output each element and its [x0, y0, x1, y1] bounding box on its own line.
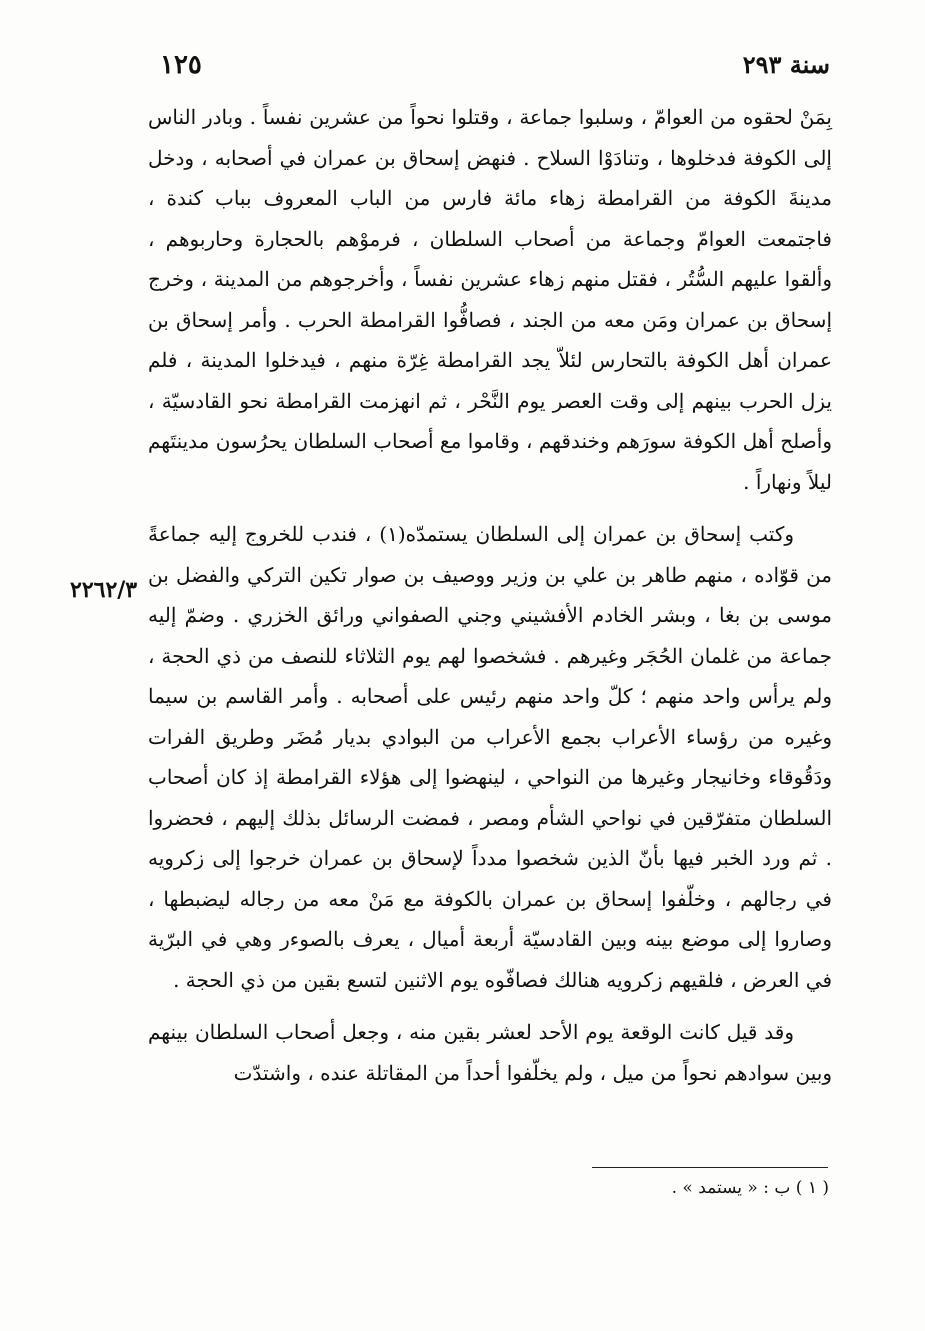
footnote-divider	[592, 1167, 828, 1168]
main-text	[148, 97, 832, 1093]
paragraph: وقد قيل كانت الوقعة يوم الأحد لعشر بقين منه ، وجعل أصحاب السلطان بينهم وبين سوادهم نحواً من ميل ، ولم يخلّفوا أحداً من المقاتلة عنده ، واشتدّت	[148, 1020, 832, 1085]
paragraph: بِمَنْ لحقوه من العوامّ ، وسلبوا جماعة ، وقتلوا نحواً من عشرين نفساً . وبادر الناس إلى الكوفة فدخلوها ، وتنادَوْا السلاح . فنهض إسحاق بن عمران في أصحابه ، ودخل مدينةَ الكوفة من القرامطة زهاء مائة فارس من الباب المعروف بباب كندة ، فاجتمعت العوامّ وجماعة من أصحاب السلطان ، فرموْهم بالحجارة وحاربوهم ، وألقوا عليهم السُّتُر ، فقتل منهم زهاء عشرين نفساً ، وأخرجوهم من المدينة ، وخرج إسحاق بن عمران ومَن معه من الجند ، فصافُّوا القرامطة الحرب . وأمر إسحاق بن عمران أهل الكوفة بالتحارس لئلاّ يجد القرامطة غِرّة منهم ، فيدخلوا المدينة ، فلم يزل الحرب بينهم إلى وقت العصر يوم النَّحْر ، ثم انهزمت القرامطة نحو القادسيّة ، وأصلح أهل الكوفة سورَهم وخندقهم ، وقاموا مع أصحاب السلطان يحرُسون مدينتَهم ليلاً ونهاراً .	[148, 105, 832, 494]
footnote: ( ١ ) ب : « يستمد » .	[671, 1178, 829, 1198]
paragraph: وكتب إسحاق بن عمران إلى السلطان يستمدّه(١) ، فندب للخروج إليه جماعةً من قوّاده ، منهم طاهر بن علي بن وزير ووصيف بن صوار تكين التركي والفضل بن موسى بن بغا ، وبشر الخادم الأفشيني وجني الصفواني ورائق الخزري . وضمّ إليه جماعة من غلمان الحُجَر وغيرهم . فشخصوا لهم يوم الثلاثاء للنصف من ذي الحجة ، ولم يرأس واحد منهم ؛ كلّ واحد منهم رئيس على أصحابه . وأمر القاسم بن سيما وغيره من رؤساء الأعراب بجمع الأعراب من البوادي بديار مُضَر وطريق الفرات ودَقُوقاء وخانيجار وغيرها من النواحي ، لينهضوا إلى هؤلاء القرامطة إذ كان أصحاب السلطان متفرّقين في نواحي الشأم ومصر ، فمضت الرسائل بذلك إليهم ، فحضروا . ثم ورد الخبر فيها بأنّ الذين شخصوا مدداً لإسحاق بن عمران خرجوا إلى زكرويه في رجالهم ، وخلّفوا إسحاق بن عمران بالكوفة مع مَنْ معه من رجاله ليضبطها ، وصاروا إلى موضع بينه وبين القادسيّة أربعة أميال ، يعرف بالصوءر وهي في البرّية في العرض ، فلقيهم زكرويه هنالك فصافّوه يوم الاثنين لتسع بقين من ذي الحجة .	[148, 522, 832, 992]
page-number: ١٢٥	[160, 50, 202, 80]
page-header	[150, 50, 830, 90]
running-head-year: سنة ٢٩٣	[742, 50, 830, 79]
margin-reference-number: ٢٢٦٢/٣	[70, 577, 138, 603]
